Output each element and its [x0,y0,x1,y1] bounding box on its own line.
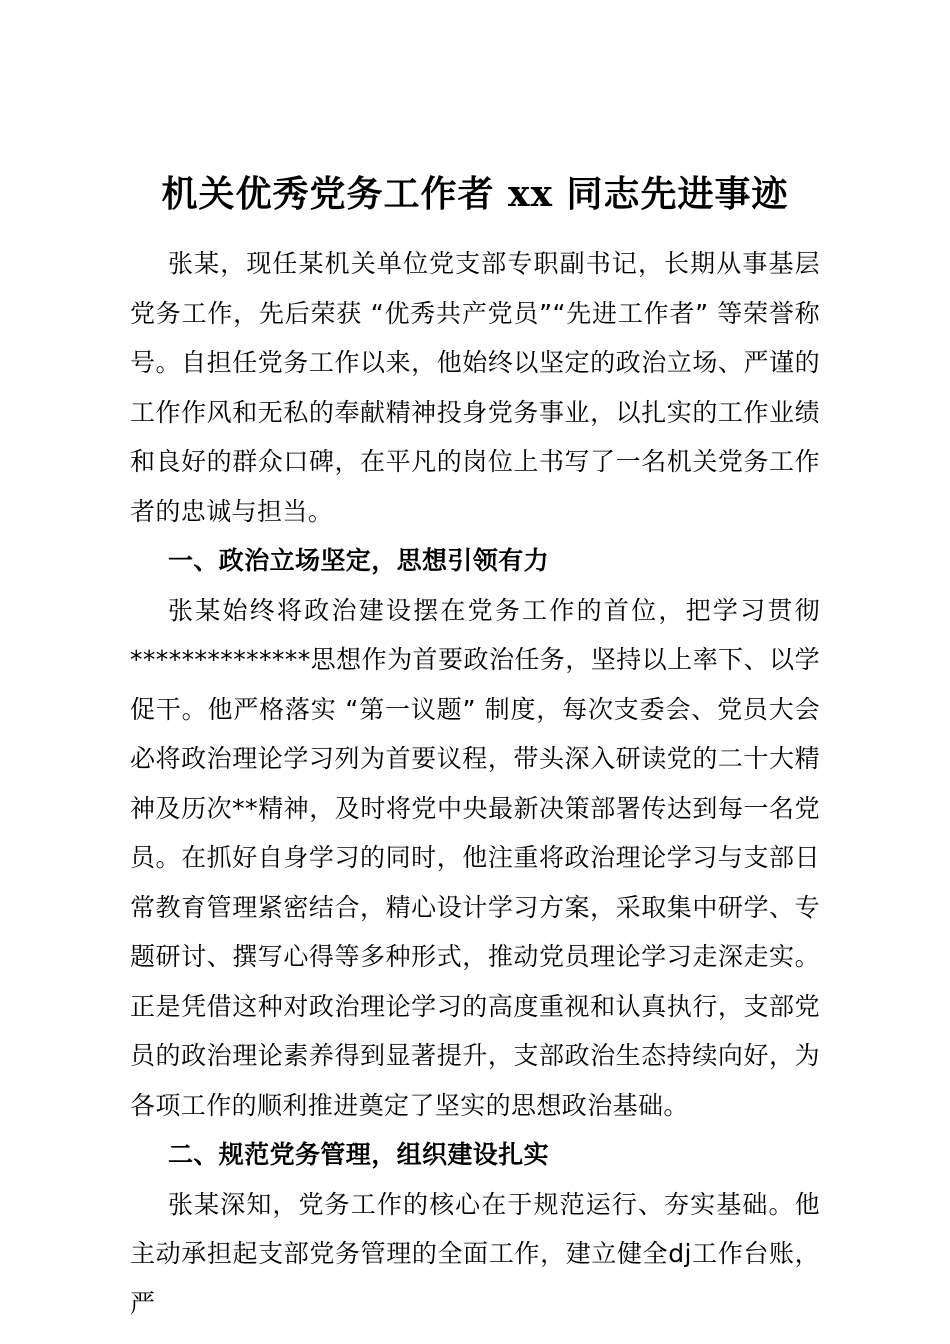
section-paragraph: 张某深知，党务工作的核心在于规范运行、夯实基础。他主动承担起支部党务管理的全面工作，建立健全dj工作台账，严 [130,1189,820,1318]
document-title: 机关优秀党务工作者 xx 同志先进事迹 [161,173,789,215]
section-political [130,536,820,1130]
document-body [130,239,820,1328]
section-management [130,1130,820,1328]
intro-paragraph: 张某，现任某机关单位党支部专职副书记，长期从事基层党务工作，先后荣获 “优秀共产党员”“先进工作者” 等荣誉称号。自担任党务工作以来，他始终以坚定的政治立场、严谨的工作作风和无私的奉献精神投身党务事业，以扎实的工作业绩和良好的群众口碑，在平凡的岗位上书写了一名机关党务工作者的忠诚与担当。 [130,249,820,526]
section-heading: 二、规范党务管理，组织建设扎实 [168,1140,550,1169]
section-paragraph: 张某始终将政治建设摆在党务工作的首位，把学习贯彻**************思想作为首要政治任务，坚持以上率下、以学促干。他严格落实 “第一议题” 制度，每次支委会、党员大会必将政治理论学习列为首要议程，带头深入研读党的二十大精神及历次**精神，及时将党中央最新决策部署传达到每一名党员。在抓好自身学习的同时，他注重将政治理论学习与支部日常教育管理紧密结合，精心设计学习方案，采取集中研学、专题研讨、撰写心得等多种形式，推动党员理论学习走深走实。正是凭借这种对政治理论学习的高度重视和认真执行，支部党员的政治理论素养得到显著提升，支部政治生态持续向好，为各项工作的顺利推进奠定了坚实的思想政治基础。 [130,595,820,1120]
section-heading: 一、政治立场坚定，思想引领有力 [168,546,550,575]
